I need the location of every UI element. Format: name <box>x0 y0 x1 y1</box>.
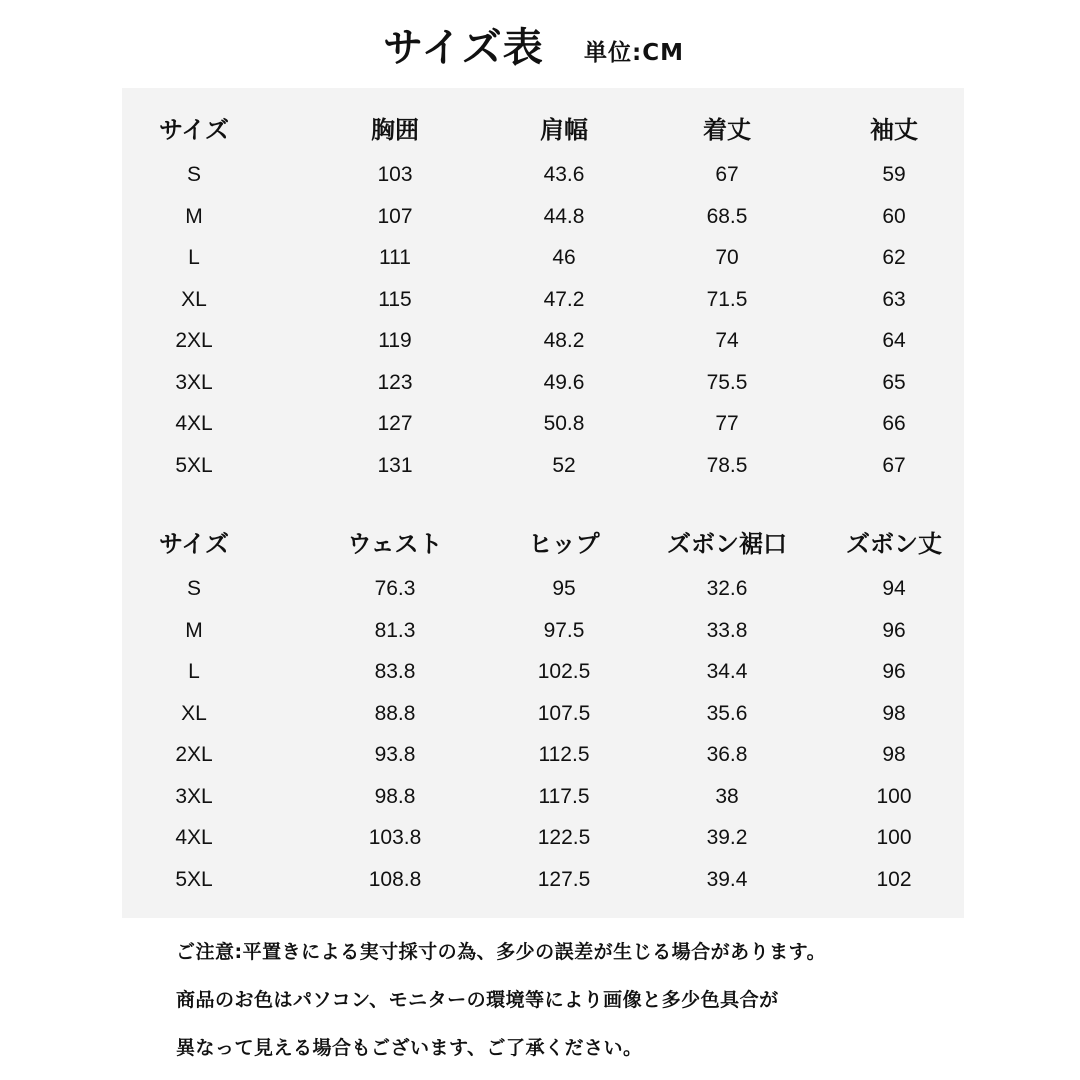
table-cell: 36.8 <box>706 743 748 766</box>
table-row <box>122 859 964 901</box>
table-cell: 78.5 <box>706 453 748 477</box>
table-cell: 95 <box>552 577 576 600</box>
table-cell: L <box>188 246 200 269</box>
table-cell: 62 <box>882 246 906 269</box>
table-cell: 98 <box>882 701 906 725</box>
table-cell: 32.6 <box>706 577 748 600</box>
column-header-hem-opening: ズボン裾口 <box>667 530 787 558</box>
table-cell: 68.5 <box>706 204 748 228</box>
table-cell: S <box>186 163 201 186</box>
table-cell: 2XL <box>175 329 213 352</box>
table-cell: 131 <box>377 453 413 477</box>
note-line-appearance: 異なって見える場合もございます、ご了承ください。 <box>176 1037 643 1059</box>
table-row <box>122 445 964 487</box>
table-cell: 97.5 <box>543 618 585 642</box>
column-header-length: 着丈 <box>703 116 751 144</box>
column-header-pants-length: ズボン丈 <box>846 530 942 558</box>
notes-section <box>176 928 1036 1072</box>
column-header-size: サイズ <box>158 530 230 558</box>
table-cell: L <box>188 660 200 683</box>
unit-label: 単位:CM <box>584 40 684 66</box>
table-cell: 65 <box>882 370 906 394</box>
bottom-size-table <box>122 524 964 900</box>
table-cell: 107 <box>377 204 413 228</box>
table-cell: 39.4 <box>706 867 748 891</box>
table-cell: XL <box>181 701 207 725</box>
table-cell: 59 <box>882 163 906 186</box>
table-cell: 119 <box>378 329 412 352</box>
column-header-shoulder: 肩幅 <box>540 116 588 144</box>
table-row <box>122 362 964 404</box>
table-row <box>122 403 964 445</box>
table-row <box>122 320 964 362</box>
table-cell: 4XL <box>175 826 213 849</box>
table-cell: 38 <box>715 784 739 808</box>
table-cell: 47.2 <box>543 287 585 311</box>
size-table-panel <box>122 88 964 918</box>
header <box>0 14 1080 74</box>
column-header-hip: ヒップ <box>528 530 600 558</box>
table-cell: 77 <box>715 412 739 435</box>
table-cell: 63 <box>882 287 906 311</box>
table-cell: 102 <box>876 867 912 891</box>
table-cell: 76.3 <box>374 577 416 600</box>
table-cell: 39.2 <box>706 826 748 849</box>
table-cell: 64 <box>882 329 906 352</box>
table-cell: 3XL <box>175 784 213 808</box>
table-cell: 60 <box>882 204 906 228</box>
table-cell: 107.5 <box>537 701 591 725</box>
table-cell: 103 <box>377 163 413 186</box>
table-cell: 66 <box>882 412 906 435</box>
table-cell: 100 <box>876 784 912 808</box>
table-cell: 67 <box>882 453 906 477</box>
table-cell: 96 <box>882 660 906 683</box>
table-cell: 5XL <box>175 867 213 891</box>
table-cell: XL <box>181 287 207 311</box>
table-cell: 5XL <box>175 453 213 477</box>
table-cell: 102.5 <box>537 660 591 683</box>
column-header-size: サイズ <box>158 116 230 144</box>
table-cell: 111 <box>379 246 411 269</box>
table-cell: 34.4 <box>706 660 748 683</box>
table-row <box>122 568 964 610</box>
table-cell: 35.6 <box>706 701 748 725</box>
table-cell: 127.5 <box>537 867 591 891</box>
table-cell: 74 <box>715 329 739 352</box>
table-cell: 4XL <box>175 412 213 435</box>
note-line-color: 商品のお色はパソコン、モニターの環境等により画像と多少色具合が <box>176 989 779 1011</box>
page-title: サイズ表 <box>383 25 544 71</box>
table-cell: 98.8 <box>374 784 416 808</box>
table-row <box>122 651 964 693</box>
table-row <box>122 693 964 735</box>
table-row <box>122 196 964 238</box>
table-cell: 117.5 <box>538 784 590 808</box>
table-cell: 112.5 <box>538 743 590 766</box>
table-cell: 122.5 <box>537 826 591 849</box>
table-row <box>122 279 964 321</box>
table-cell: 44.8 <box>543 204 585 228</box>
table-cell: 96 <box>882 618 906 642</box>
table-cell: 127 <box>377 412 413 435</box>
table-cell: M <box>185 204 203 228</box>
table-cell: 46 <box>552 246 576 269</box>
table-cell: 33.8 <box>706 618 748 642</box>
table-cell: 93.8 <box>374 743 416 766</box>
table-cell: 3XL <box>175 370 213 394</box>
table-cell: 123 <box>377 370 413 394</box>
table-row <box>122 154 964 196</box>
table-cell: 48.2 <box>543 329 585 352</box>
table-header-row <box>122 110 964 154</box>
top-size-table <box>122 110 964 486</box>
column-header-waist: ウェスト <box>347 530 443 558</box>
table-cell: 71.5 <box>706 287 748 311</box>
table-cell: 88.8 <box>374 701 416 725</box>
table-row <box>122 610 964 652</box>
table-cell: 50.8 <box>543 412 585 435</box>
column-header-chest: 胸囲 <box>371 116 419 144</box>
table-cell: 2XL <box>175 743 213 766</box>
table-cell: 49.6 <box>543 370 585 394</box>
table-header-row <box>122 524 964 568</box>
table-cell: 43.6 <box>543 163 585 186</box>
table-cell: 94 <box>882 577 906 600</box>
column-header-sleeve: 袖丈 <box>870 116 918 144</box>
table-cell: 70 <box>715 246 739 269</box>
table-cell: 67 <box>715 163 739 186</box>
table-cell: S <box>186 577 201 600</box>
table-row <box>122 237 964 279</box>
table-cell: 83.8 <box>374 660 416 683</box>
table-cell: 100 <box>876 826 912 849</box>
table-row <box>122 817 964 859</box>
table-row <box>122 776 964 818</box>
table-cell: 115 <box>378 287 412 311</box>
table-cell: M <box>185 618 203 642</box>
table-cell: 81.3 <box>374 618 416 642</box>
table-cell: 75.5 <box>706 370 748 394</box>
table-row <box>122 734 964 776</box>
table-cell: 103.8 <box>368 826 422 849</box>
table-cell: 52 <box>552 453 576 477</box>
table-cell: 108.8 <box>368 867 422 891</box>
note-line-caution: ご注意:平置きによる実寸採寸の為、多少の誤差が生じる場合があります。 <box>176 941 827 963</box>
table-cell: 98 <box>882 743 906 766</box>
